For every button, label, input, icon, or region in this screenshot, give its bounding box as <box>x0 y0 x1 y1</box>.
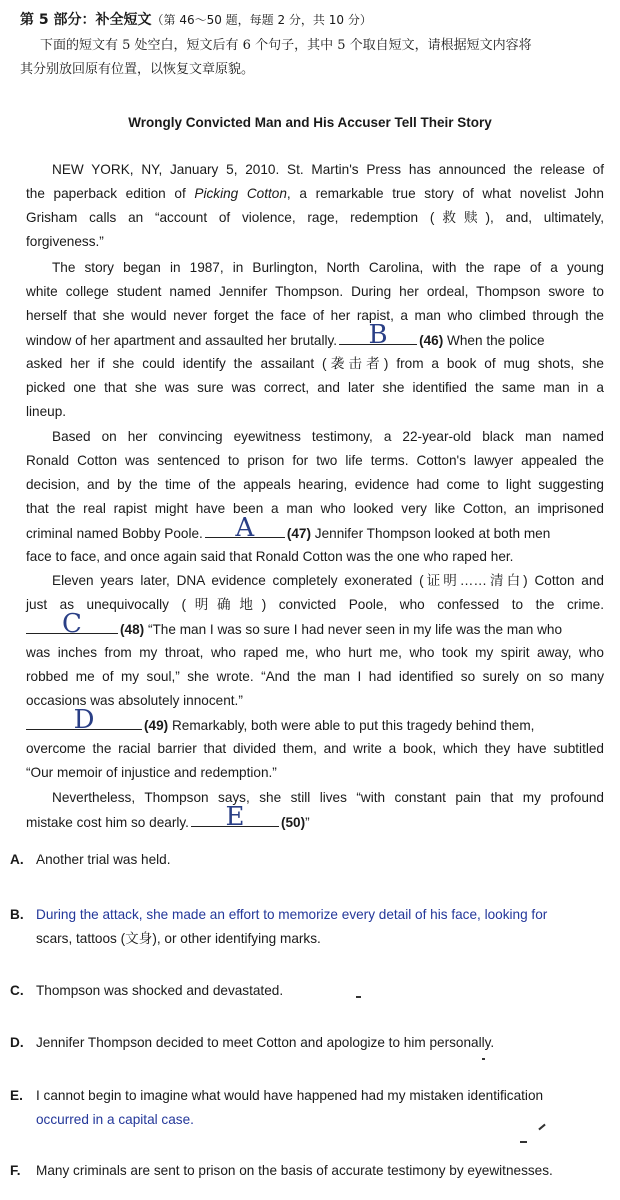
section-heading <box>20 9 372 29</box>
blank-48[interactable] <box>26 609 118 639</box>
p2-line-2: white college student named Jennifer Thompson. During her ordeal, Thompson swore to <box>26 284 604 299</box>
p2-line-7: lineup. <box>26 404 67 419</box>
p2-line-6: picked one that she was sure was correct, and later she identified the same man in a <box>26 380 604 395</box>
p5-line-2: overcome the racial barrier that divided them, and write a book, which they have subtitled <box>26 741 604 756</box>
option-d[interactable]: D. Jennifer Thompson decided to meet Cotton and apologize to him personally. <box>10 1035 495 1050</box>
p5-line-3: “Our memoir of injustice and redemption.” <box>26 765 277 780</box>
blank-46-number: (46) <box>419 333 444 348</box>
option-b[interactable]: B. During the attack, she made an effort to memorize every detail of his face, looking for <box>10 907 548 922</box>
option-c[interactable]: C. Thompson was shocked and devastated. <box>10 983 284 998</box>
pen-mark <box>482 1058 485 1060</box>
p6-line-1: Nevertheless, Thompson says, she still lives “with constant pain that my profound <box>52 790 604 805</box>
blank-49[interactable] <box>26 705 142 735</box>
instructions-line-1: 下面的短文有 5 处空白，短文后有 6 个句子，其中 5 个取自短文，请根据短文内容将 <box>40 38 532 53</box>
p3-line-1: Based on her convincing eyewitness testimony, a 22-year-old black man named <box>52 429 604 444</box>
answer-49: D <box>73 705 95 735</box>
book-title: Picking Cotton <box>194 186 287 201</box>
option-e[interactable]: E. I cannot begin to imagine what would have happened had my mistaken identification <box>10 1088 544 1103</box>
answer-50: E <box>225 802 245 832</box>
p1-line-1: NEW YORK, NY, January 5, 2010. St. Martin's Press has announced the release of <box>52 162 604 177</box>
option-f[interactable]: F. Many criminals are sent to prison on the basis of accurate testimony by eyewitnesses. <box>10 1163 553 1178</box>
blank-46[interactable] <box>339 320 417 350</box>
option-b-line-2: scars, tattoos (文身), or other identifying marks. <box>36 931 321 946</box>
answer-48: C <box>62 609 82 639</box>
p1-line-3: Grisham calls an “account of violence, rage, redemption (救赎), and, ultimately, <box>26 210 604 225</box>
blank-50[interactable] <box>191 802 279 832</box>
p3-line-3: decision, and by the time of the appeals hearing, evidence had come to light suggesting <box>26 477 604 492</box>
blank-50-number: (50) <box>280 815 306 830</box>
option-a[interactable]: A. Another trial was held. <box>10 852 171 867</box>
p4-line-3: C (48) “The man I was so sure I had never seen in my life was the man who <box>24 619 562 640</box>
p1-line-4: forgiveness.” <box>26 234 104 249</box>
answer-47: A <box>235 513 255 543</box>
p2-line-3: herself that she would never forget the face of her rapist, a man who climbed through the <box>26 308 604 323</box>
p3-line-6: face to face, and once again said that Ronald Cotton was the one who raped her. <box>26 549 514 564</box>
p3-line-5: criminal named Bobby Poole. A (47) Jennifer Thompson looked at both men <box>26 513 551 543</box>
blank-48-number: (48) <box>120 622 145 637</box>
instructions-line-2: 其分别放回原有位置，以恢复文章原貌。 <box>20 62 255 77</box>
p2-line-5: asked her if she could identify the assailant (袭击者) from a book of mug shots, she <box>26 356 604 371</box>
p4-line-6: occasions was absolutely innocent.” <box>26 693 243 708</box>
pen-mark <box>356 996 361 998</box>
p5-line-1: D (49) Remarkably, both were able to put this tragedy behind them, <box>24 715 534 736</box>
p1-line-2: the paperback edition of Picking Cotton, a remarkable true story of what novelist John <box>26 186 604 201</box>
p4-line-5: robbed me of my soul,” she wrote. “And the man I had identified so surely on so many <box>26 669 604 684</box>
p3-line-4: that the real rapist might have been a man who looked very like Cotton, an imprisoned <box>26 501 604 516</box>
pen-mark <box>520 1141 527 1143</box>
blank-47[interactable] <box>205 513 285 543</box>
blank-47-number: (47) <box>286 526 311 541</box>
p2-line-4: window of her apartment and assaulted her brutally. B (46) When the police <box>26 320 545 350</box>
p4-line-1: Eleven years later, DNA evidence completely exonerated (证明……清白) Cotton and <box>52 573 604 588</box>
section-title: 第 5 部分：补全短文 <box>20 12 152 28</box>
section-note: （第 46～50 题，每题 2 分，共 10 分） <box>151 13 372 27</box>
article-title: Wrongly Convicted Man and His Accuser Tell Their Story <box>128 115 492 130</box>
p4-line-4: was inches from my throat, who raped me, who hurt me, who took my spirit away, who <box>26 645 604 660</box>
pen-mark <box>538 1124 545 1131</box>
p4-line-2: just as unequivocally (明确地) convicted Poole, who confessed to the crime. <box>26 597 604 612</box>
p3-line-2: Ronald Cotton was sentenced to prison for two life terms. Cotton's lawyer appealed the <box>26 453 604 468</box>
blank-49-number: (49) <box>144 718 169 733</box>
answer-46: B <box>368 320 388 350</box>
p2-line-1: The story began in 1987, in Burlington, North Carolina, with the rape of a young <box>52 260 604 275</box>
p6-line-2: mistake cost him so dearly. E (50)” <box>26 802 310 832</box>
option-e-line-2: occurred in a capital case. <box>36 1112 194 1127</box>
